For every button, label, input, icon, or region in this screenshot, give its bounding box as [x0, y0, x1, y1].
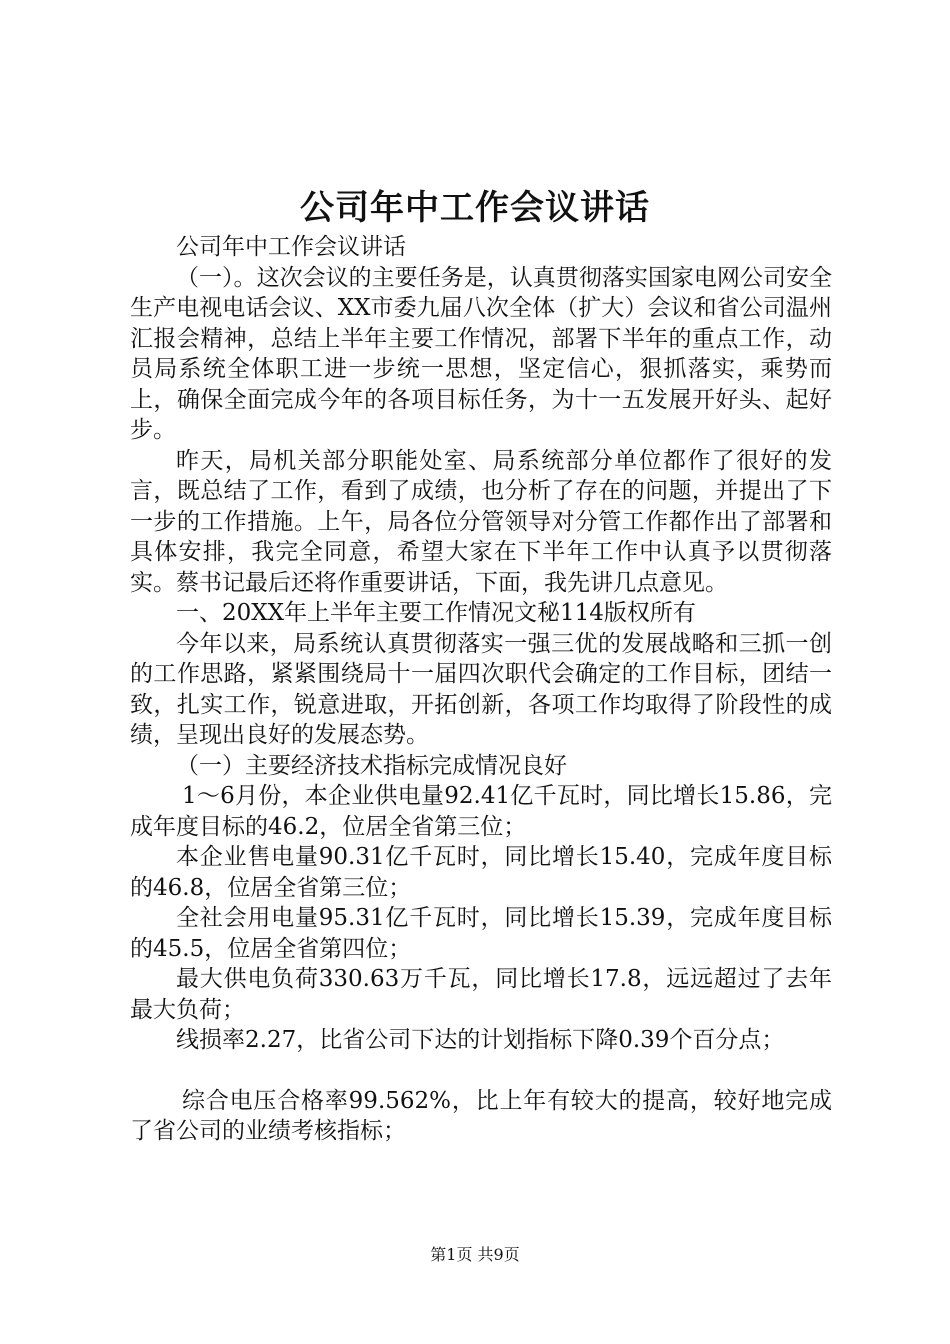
paragraph-yesterday: 昨天，局机关部分职能处室、局系统部分单位都作了很好的发言，既总结了工作，看到了成绩，也分析了存在的问题，并提出了下一步的工作措施。上午，局各位分管领导对分管工作都作出了部署和具体安排，我完全同意，希望大家在下半年工作中认真予以贯彻落实。蔡书记最后还将作重要讲话，下面，我先讲几点意见。 [130, 447, 832, 596]
section-heading-1: 一、20XX年上半年主要工作情况文秘114版权所有 [176, 600, 696, 626]
paragraph-sales: 本企业售电量90.31亿千瓦时，同比增长15.40，完成年度目标的46.8，位居全省第三位； [130, 844, 832, 901]
paragraph-voltage: 综合电压合格率99.562%，比上年有较大的提高，较好地完成了省公司的业绩考核指标； [130, 1087, 832, 1144]
paragraph-line-loss: 线损率2.27，比省公司下达的计划指标下降0.39个百分点； [176, 1027, 785, 1053]
paragraph-spacer [130, 1056, 832, 1086]
paragraph-subtitle: 公司年中工作会议讲话 [176, 234, 406, 260]
document-title: 公司年中工作会议讲话 [300, 188, 650, 228]
subsection-heading-1: （一）主要经济技术指标完成情况良好 [176, 752, 567, 779]
paragraph-meeting-task: （一）。这次会议的主要任务是，认真贯彻落实国家电网公司安全生产电视电话会议、XX市委九届八次全体（扩大）会议和省公司温州汇报会精神，总结上半年主要工作情况，部署下半年的重点工作，动员局系统全体职工进一步统一思想，坚定信心，狠抓落实，乘势而上，确保全面完成今年的各项目标任务，为十一五发展开好头、起好步。 [130, 264, 832, 443]
paragraph-max-load: 最大供电负荷330.63万千瓦，同比增长17.8，远远超过了去年最大负荷； [130, 966, 832, 1023]
document-body [130, 232, 832, 1147]
page-footer: 第1页 共9页 [430, 1245, 520, 1264]
paragraph-social-usage: 全社会用电量95.31亿千瓦时，同比增长15.39，完成年度目标的45.5，位居全省第四位； [130, 905, 832, 962]
paragraph-supply: 1～6月份，本企业供电量92.41亿千瓦时，同比增长15.86，完成年度目标的46.2，位居全省第三位； [130, 783, 832, 840]
paragraph-this-year: 今年以来，局系统认真贯彻落实一强三优的发展战略和三抓一创的工作思路，紧紧围绕局十一届四次职代会确定的工作目标，团结一致，扎实工作，锐意进取，开拓创新，各项工作均取得了阶段性的成绩，呈现出良好的发展态势。 [130, 630, 832, 748]
